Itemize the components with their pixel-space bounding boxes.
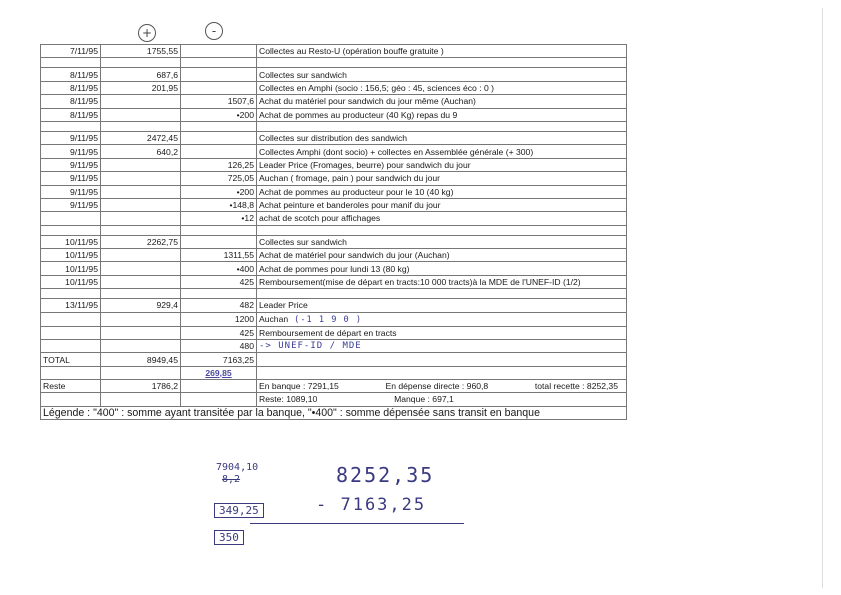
auchan-handwritten-note: (-1 1 9 0 ) [294,314,363,325]
row-description: Collectes au Resto-U (opération bouffe gratuite ) [257,45,627,58]
legend: Légende : "400" : somme ayant transitée par la banque, "•400" : somme dépensée sans transit en banque [41,406,627,419]
row-minus-amount [181,225,257,235]
en-banque: En banque : 7291,15 [259,381,339,391]
row-minus-amount [181,289,257,299]
row-plus-amount [101,225,181,235]
row-plus-amount: 687,6 [101,68,181,81]
reste-label: Reste [41,379,101,392]
row-date [41,340,101,353]
row-date: 10/11/95 [41,275,101,288]
total-recette: total recette : 8252,35 [534,381,618,391]
row-description: Collectes sur sandwich [257,235,627,248]
row-date: 7/11/95 [41,45,101,58]
row-minus-amount [181,68,257,81]
row-description: Collectes Amphi (dont socio) + collectes en Assemblée générale (+ 300) [257,145,627,158]
row-plus-amount [101,275,181,288]
ledger-row [41,68,627,81]
manque: Manque : 697,1 [394,394,454,405]
ledger-row [41,158,627,171]
ledger-row [41,289,627,299]
row-description: Auchan ( fromage, pain ) pour sandwich du jour [257,172,627,185]
row-plus-amount: 640,2 [101,145,181,158]
ledger-row [41,58,627,68]
bank-summary [259,380,624,392]
row-minus-amount [181,121,257,131]
ledger-row [41,172,627,185]
row-date [41,225,101,235]
ledger-row [41,45,627,58]
row-plus-amount [101,95,181,108]
scribble-top: 7904,10 [216,462,259,473]
row-date: 8/11/95 [41,108,101,121]
row-minus-amount: 425 [181,326,257,339]
row-minus-amount: 725,05 [181,172,257,185]
boxed-amount-2: 350 [214,530,244,545]
row-description [257,225,627,235]
handwritten-subtotal: 269,85 [181,366,257,379]
row-date: 9/11/95 [41,185,101,198]
row-date: 8/11/95 [41,81,101,94]
ledger-row [41,225,627,235]
row-minus-amount: 1200 [181,312,257,326]
row-minus-amount: 1311,55 [181,249,257,262]
row-date: 9/11/95 [41,158,101,171]
row-plus-amount: 201,95 [101,81,181,94]
row-description: Achat peinture et banderoles pour manif du jour [257,198,627,211]
ledger-row [41,108,627,121]
row-description: Collectes sur sandwich [257,68,627,81]
row-description: Auchan (-1 1 9 0 ) [257,312,627,326]
ledger-row [41,131,627,144]
scribble-strike: 8,2 [222,474,241,485]
row-date: 10/11/95 [41,235,101,248]
row-date: 9/11/95 [41,145,101,158]
row-plus-amount [101,212,181,225]
ledger-row [41,299,627,312]
en-depense-directe: En dépense directe : 960,8 [385,381,489,391]
row-date [41,121,101,131]
row-minus-amount: •12 [181,212,257,225]
row-description: Leader Price (Fromages, beurre) pour sandwich du jour [257,158,627,171]
total-row [41,353,627,366]
minus-column-mark: - [205,22,223,40]
calc-top: 8252,35 [336,463,435,487]
ledger-row [41,249,627,262]
row-date: 13/11/95 [41,299,101,312]
row-description: achat de scotch pour affichages [257,212,627,225]
row-description: Remboursement de départ en tracts [257,326,627,339]
row-description [257,121,627,131]
row-plus-amount [101,249,181,262]
row-minus-amount [181,131,257,144]
row-description: Remboursement(mise de départ en tracts:10 000 tracts)à la MDE de l'UNEF-ID (1/2) [257,275,627,288]
row-minus-amount: 126,25 [181,158,257,171]
row-description: -> UNEF-ID / MDE [257,340,627,353]
reste-detail: Reste: 1089,10 [259,394,318,405]
row-plus-amount [101,262,181,275]
ledger-row [41,185,627,198]
row-description: Leader Price [257,299,627,312]
ledger-table [40,44,627,420]
legend-row [41,406,627,419]
row-minus-amount [181,235,257,248]
row-description: Achat de pommes au producteur (40 Kg) repas du 9 [257,108,627,121]
row-minus-amount: 482 [181,299,257,312]
reste-row [41,379,627,392]
plus-column-mark: + [138,24,156,42]
ledger-row [41,145,627,158]
row-minus-amount: 1507,6 [181,95,257,108]
row-plus-amount [101,58,181,68]
row-minus-amount: •200 [181,185,257,198]
ledger-row [41,235,627,248]
row-plus-amount [101,312,181,326]
calc-bottom: - 7163,25 [316,495,427,515]
row-description: Achat du matériel pour sandwich du jour même (Auchan) [257,95,627,108]
row-date: 10/11/95 [41,262,101,275]
row-description: Achat de pommes pour lundi 13 (80 kg) [257,262,627,275]
row-date: 9/11/95 [41,172,101,185]
row-plus-amount: 1755,55 [101,45,181,58]
row-minus-amount: 425 [181,275,257,288]
row-description: Collectes en Amphi (socio : 156,5; géo : 45, sciences éco : 0 ) [257,81,627,94]
row-plus-amount: 2472,45 [101,131,181,144]
ledger-row [41,275,627,288]
row-description: Collectes sur distribution des sandwich [257,131,627,144]
ledger-row [41,340,627,353]
subtotal-row [41,366,627,379]
row-minus-amount [181,145,257,158]
row-plus-amount [101,198,181,211]
reste-value: 1786,2 [101,379,181,392]
row-description: Achat de matériel pour sandwich du jour (Auchan) [257,249,627,262]
boxed-amount-1: 349,25 [214,503,264,518]
row-minus-amount: •148,8 [181,198,257,211]
row-date [41,58,101,68]
row-minus-amount: •200 [181,108,257,121]
total-minus: 7163,25 [181,353,257,366]
row-plus-amount [101,172,181,185]
row-plus-amount [101,185,181,198]
total-label: TOTAL [41,353,101,366]
calc-underline [250,523,464,524]
row-date: 10/11/95 [41,249,101,262]
ledger-row [41,81,627,94]
row-minus-amount [181,58,257,68]
row-plus-amount [101,158,181,171]
row-minus-amount: 480 [181,340,257,353]
row-plus-amount [101,108,181,121]
row-date: 8/11/95 [41,68,101,81]
row-date [41,289,101,299]
row-plus-amount [101,121,181,131]
reste-detail-row [41,393,627,406]
row-date: 8/11/95 [41,95,101,108]
ledger-row [41,326,627,339]
row-date [41,326,101,339]
row-date [41,212,101,225]
row-minus-amount: •400 [181,262,257,275]
ledger-row [41,198,627,211]
page-edge-line [822,8,823,588]
row-date: 9/11/95 [41,198,101,211]
ledger-row [41,121,627,131]
total-plus: 8949,45 [101,353,181,366]
row-plus-amount: 2262,75 [101,235,181,248]
row-plus-amount [101,340,181,353]
row-date: 9/11/95 [41,131,101,144]
ledger-row [41,312,627,326]
row-plus-amount [101,326,181,339]
ledger-row [41,95,627,108]
ledger-row [41,262,627,275]
row-description: Achat de pommes au producteur pour le 10 (40 kg) [257,185,627,198]
row-plus-amount [101,289,181,299]
ledger-row [41,212,627,225]
row-plus-amount: 929,4 [101,299,181,312]
row-description [257,289,627,299]
row-minus-amount [181,81,257,94]
row-description [257,58,627,68]
row-minus-amount [181,45,257,58]
row-date [41,312,101,326]
